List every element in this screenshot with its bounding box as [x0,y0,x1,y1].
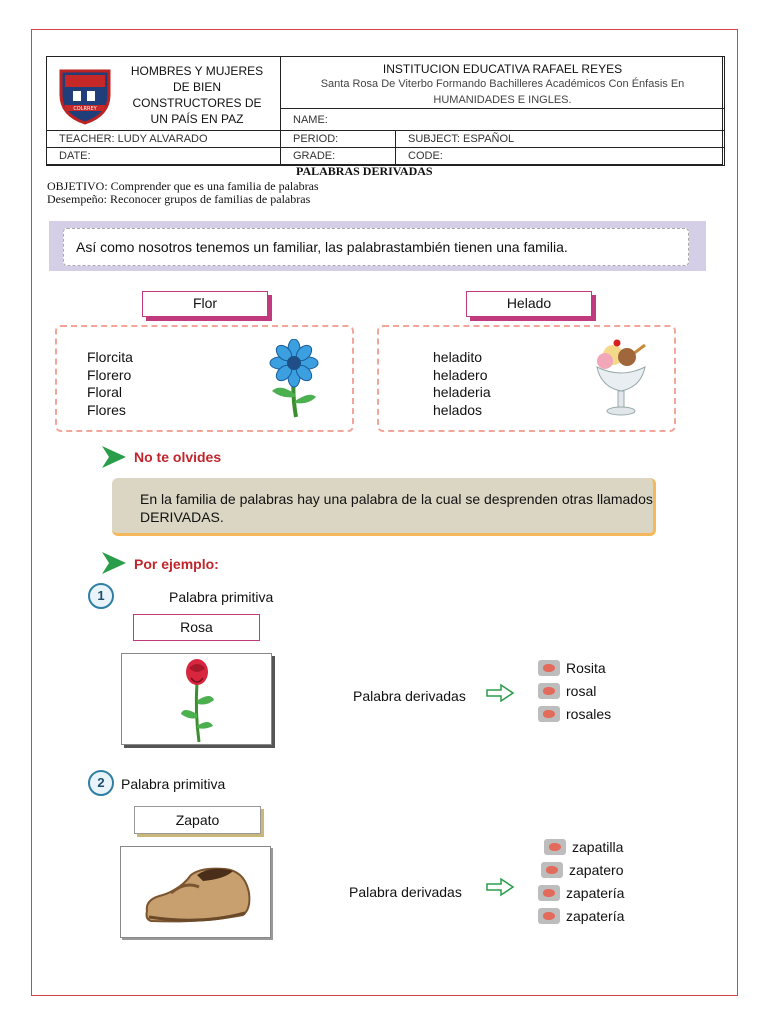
green-arrow-icon [100,444,128,470]
derived-list-rosa [538,656,611,725]
list-item: heladito [433,349,483,365]
primitive-label-1: Palabra primitiva [169,589,274,605]
green-arrow-icon [100,550,128,576]
list-item: Florcita [87,349,133,365]
list-item: Rosita [538,656,611,679]
list-item: zapatería [538,881,624,904]
bullet-icon [538,683,560,699]
list-item: Floral [87,384,123,400]
subject-field: SUBJECT: ESPAÑOL [395,130,725,148]
list-item: Florero [87,366,132,383]
shoe-icon [141,863,253,925]
intro-text: Así como nosotros tenemos un familiar, las palabrastambién tienen una familia. [63,228,689,266]
institution-subtitle: Santa Rosa De Viterbo Formando Bachilleres Académicos Con Énfasis En HUMANIDADES E INGLES. [320,78,685,106]
list-item: zapatilla [544,835,624,858]
family-box-flor [55,325,354,432]
teacher-field: TEACHER: LUDY ALVARADO [46,130,281,148]
objective-text: OBJETIVO: Comprender que es una familia de palabras [47,179,319,193]
family-box-helado [377,325,676,432]
bullet-icon [538,908,560,924]
header-table [46,56,723,165]
bullet-icon [544,839,566,855]
grade-field: GRADE: [280,147,396,166]
institution-cell [280,56,725,109]
tip-note: En la familia de palabras hay una palabra de la cual se desprenden otras llamados DERIVADAS. [112,478,656,536]
code-field: CODE: [395,147,725,166]
derived-label-2: Palabra derivadas [349,884,462,900]
outline-arrow-icon [485,877,515,897]
name-field: NAME: [280,108,725,131]
list-item: heladeria [433,384,491,400]
rose-icon [177,656,217,744]
bullet-icon [538,660,560,676]
primitive-word-rosa: Rosa [133,614,260,641]
derived-list-flor [87,349,133,419]
list-item: Flores [87,401,126,418]
derived-list-helado [433,349,491,419]
example-title: Por ejemplo: [134,556,219,572]
bullet-icon [541,862,563,878]
example-number-2: 2 [88,770,114,796]
tip-title: No te olvides [134,449,222,465]
family-word-flor: Flor [142,291,268,317]
rose-picture [121,653,272,745]
derived-list-zapato [544,835,624,927]
ice-cream-icon [591,335,651,419]
institution-name: INSTITUCION EDUCATIVA RAFAEL REYES [382,62,623,76]
list-item: rosal [538,679,611,702]
logo-cell [46,56,280,131]
family-word-helado: Helado [466,291,592,317]
list-item: zapatería [538,904,624,927]
primitive-label-2: Palabra primitiva [121,776,226,792]
bullet-icon [538,706,560,722]
shoe-picture [120,846,271,938]
list-item: heladero [433,366,488,383]
example-number-1: 1 [88,583,114,609]
date-field: DATE: [46,147,281,166]
page-title: PALABRAS DERIVADAS [296,164,433,178]
period-field: PERIOD: [280,130,396,148]
logo-text: COLRREY [73,106,97,112]
flower-icon [262,339,326,419]
list-item: rosales [538,702,611,725]
bullet-icon [538,885,560,901]
motto: HOMBRES Y MUJERES DE BIEN CONSTRUCTORES DE UN PAÍS EN PAZ [130,64,264,126]
list-item: zapatero [541,858,624,881]
derived-label-1: Palabra derivadas [353,688,466,704]
outline-arrow-icon [485,683,515,703]
performance-text: Desempeño: Reconocer grupos de familias de palabras [47,192,311,206]
school-crest-icon [55,65,115,125]
list-item: helados [433,401,483,418]
primitive-word-zapato: Zapato [134,806,261,834]
